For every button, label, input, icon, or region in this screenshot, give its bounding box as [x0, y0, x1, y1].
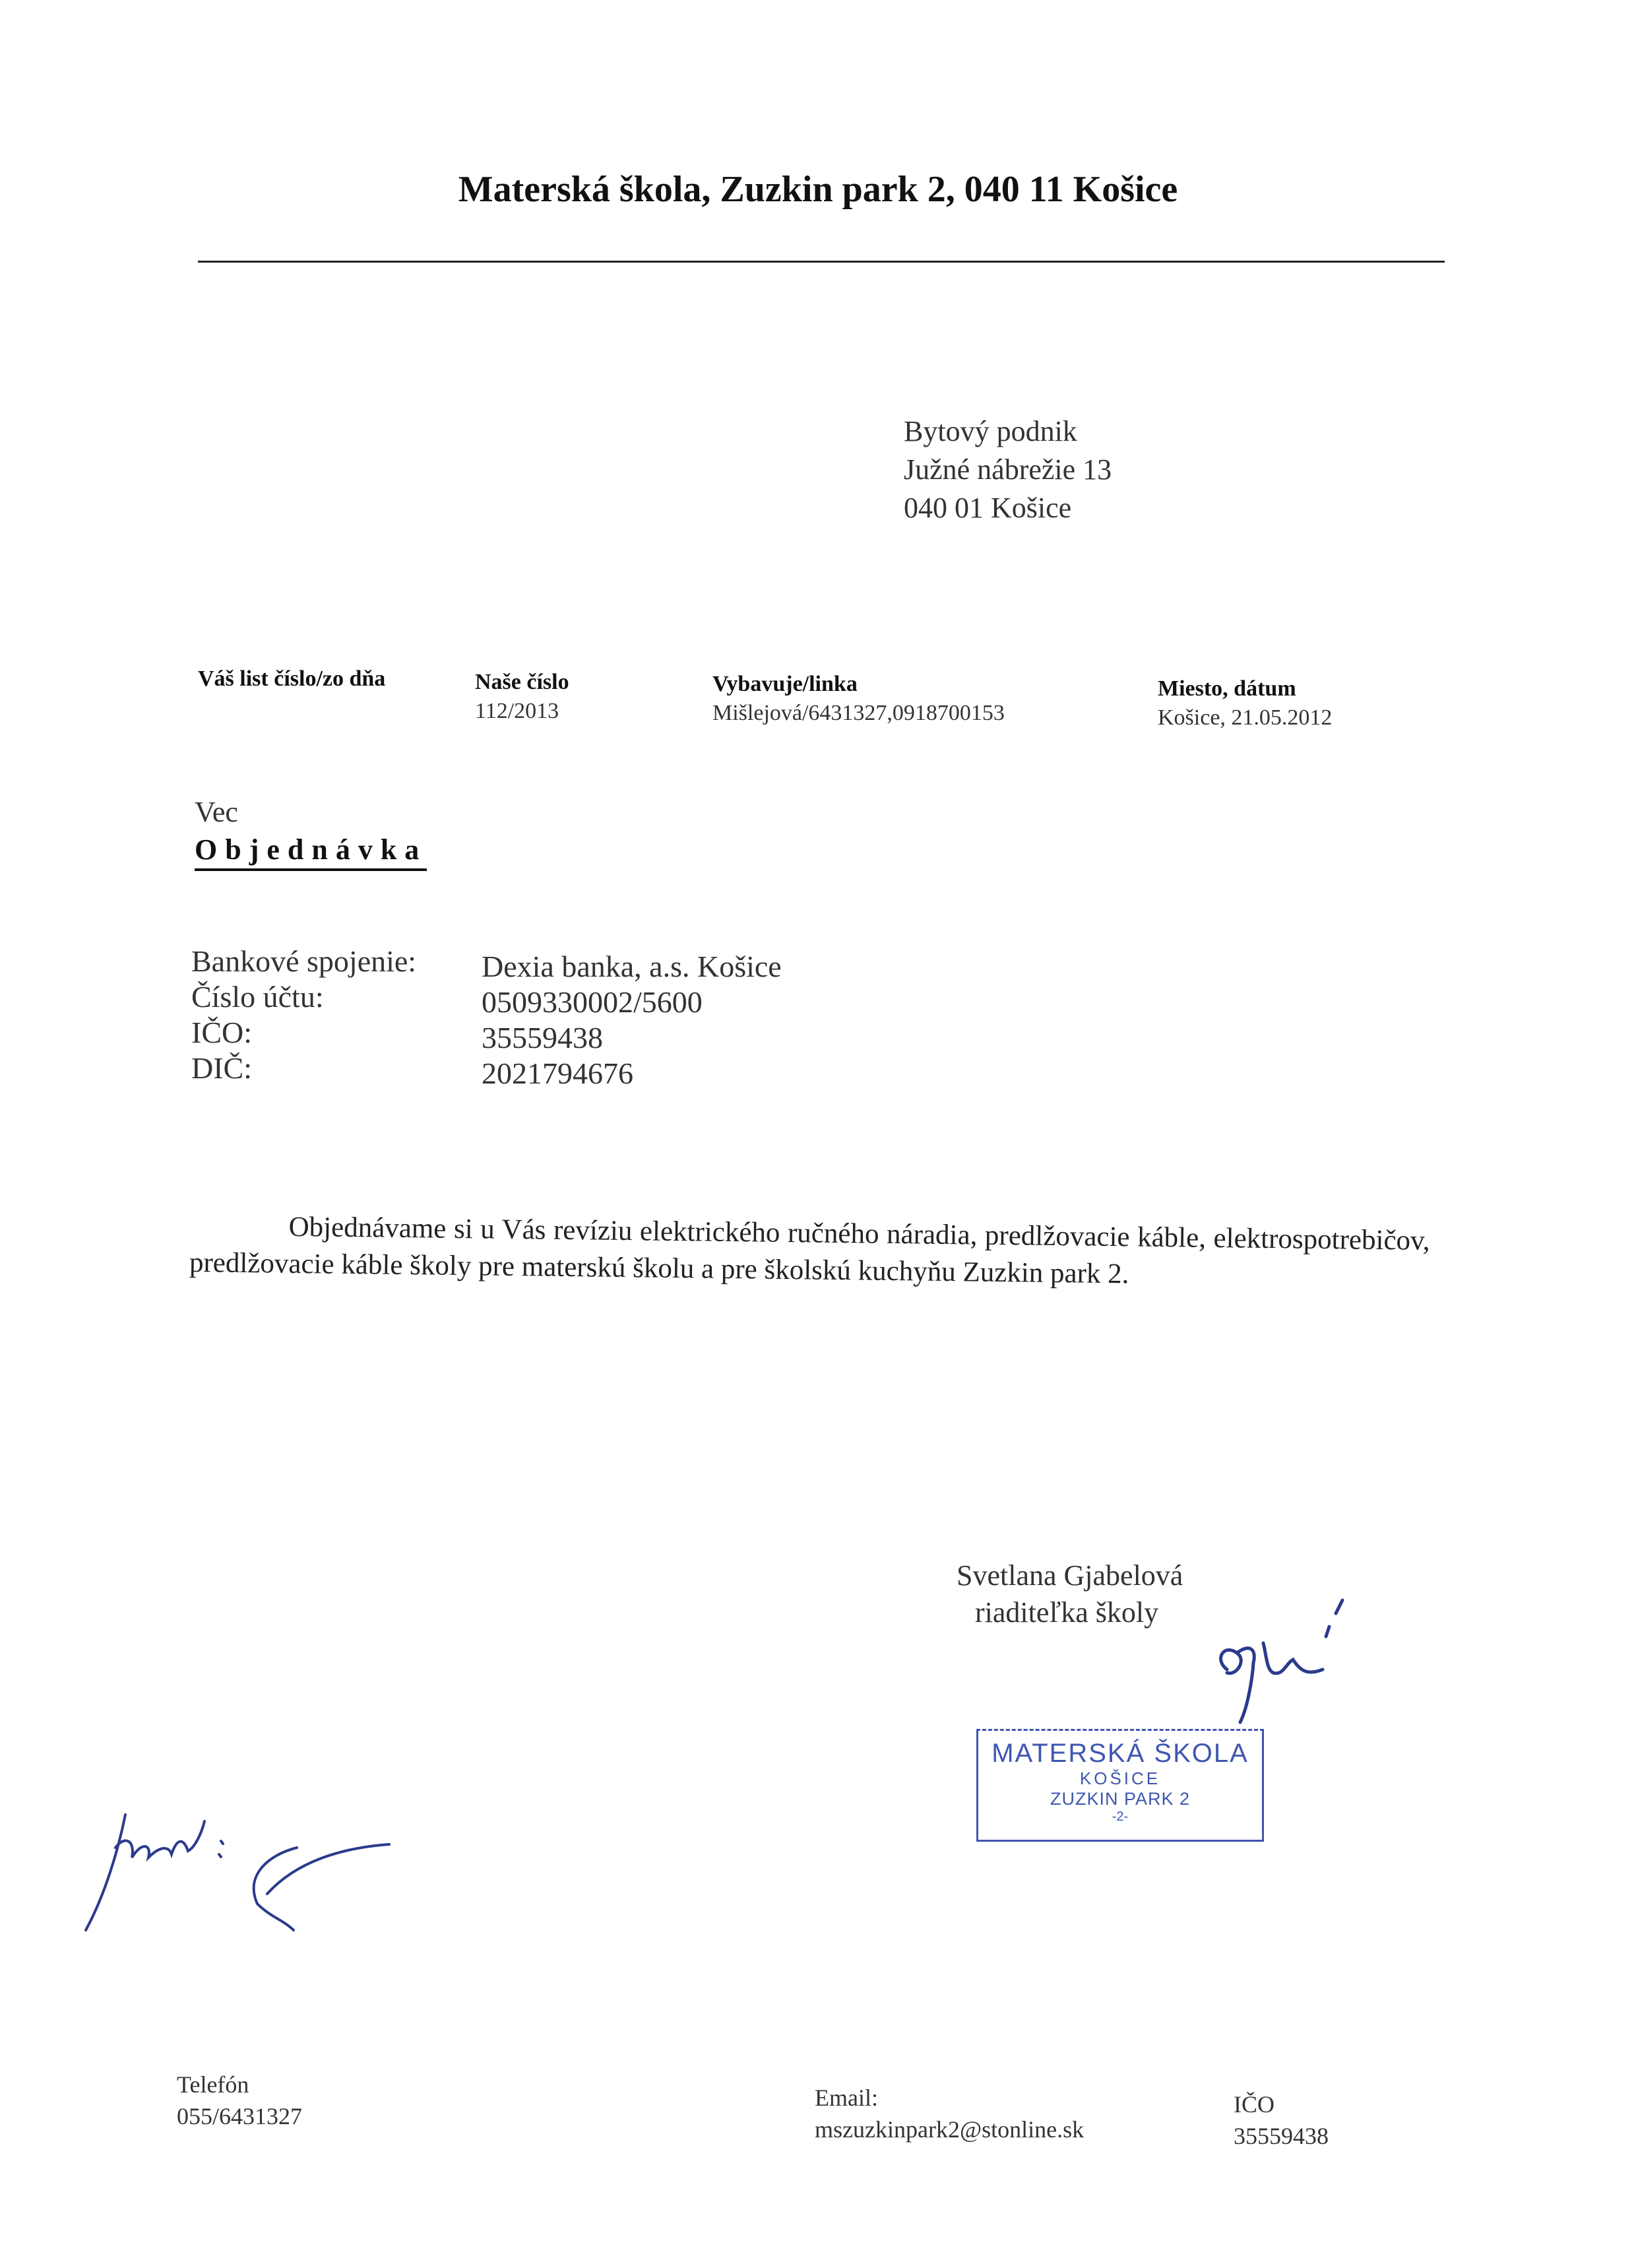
signatory-role: riaditeľka školy [975, 1596, 1159, 1629]
addressee-block [904, 412, 1112, 527]
stamp-line-2: KOŠICE [1079, 1768, 1161, 1788]
ref-handled-by-label: Vybavuje/linka [712, 672, 858, 696]
addressee-line-2: Južné nábrežie 13 [904, 453, 1112, 486]
bank-value-dic: 2021794676 [482, 1056, 633, 1090]
header-divider [198, 261, 1445, 263]
ref-handled-by-value: Mišlejová/6431327,0918700153 [712, 701, 1005, 725]
bank-value-ico: 35559438 [482, 1021, 603, 1054]
ref-our-number-label: Naše číslo [475, 670, 569, 694]
stamp-line-4: -2- [1112, 1809, 1129, 1824]
bank-label-ico: IČO: [191, 1016, 252, 1049]
bank-labels [191, 944, 416, 1086]
bank-label-account: Číslo účtu: [191, 980, 324, 1014]
subject-label: Vec [195, 796, 238, 828]
ref-place-date-label: Miesto, dátum [1158, 676, 1296, 701]
letterhead-title: Materská škola, Zuzkin park 2, 040 11 Košice [458, 169, 1178, 210]
footer-email-value: mszuzkinpark2@stonline.sk [815, 2116, 1085, 2143]
footer-phone-value: 055/6431327 [177, 2103, 303, 2129]
bank-label-connection: Bankové spojenie: [191, 944, 417, 978]
signatory-name: Svetlana Gjabelová [957, 1559, 1183, 1592]
footer-email [815, 2082, 1084, 2145]
handwritten-receipt-mark [79, 1795, 409, 1947]
stamp-line-1: MATERSKÁ ŠKOLA [991, 1739, 1249, 1768]
bank-label-dic: DIČ: [191, 1051, 252, 1085]
ref-place-date-value: Košice, 21.05.2012 [1158, 705, 1333, 730]
ref-your-letter-label: Váš list číslo/zo dňa [198, 666, 386, 691]
ref-place-date [1158, 676, 1332, 730]
stamp-line-3: ZUZKIN PARK 2 [1050, 1789, 1191, 1809]
footer-email-label: Email: [815, 2085, 878, 2111]
bank-values [482, 949, 782, 1091]
bank-value-account: 0509330002/5600 [482, 985, 703, 1019]
ref-our-number [475, 670, 569, 724]
addressee-line-1: Bytový podnik [904, 415, 1077, 447]
body-paragraph: Objednávame si u Vás revíziu elektrického ručného náradia, predlžovacie káble, elektrospotrebičov, predlžovacie káble školy pre materskú školu a pre školskú kuchyňu Zuzkin park 2. [189, 1211, 1430, 1290]
ref-handled-by [712, 672, 1005, 726]
ref-your-letter [198, 666, 385, 696]
signatory-block [957, 1557, 1183, 1631]
addressee-line-3: 040 01 Košice [904, 492, 1072, 524]
footer-ico-value: 35559438 [1234, 2123, 1329, 2149]
subject-title: Objednávka [195, 833, 427, 871]
footer-phone [177, 2069, 302, 2132]
ref-our-number-value: 112/2013 [475, 699, 559, 723]
footer-phone-label: Telefón [177, 2071, 249, 2098]
director-signature [1201, 1597, 1359, 1729]
footer-ico [1234, 2089, 1329, 2152]
bank-value-connection: Dexia banka, a.s. Košice [482, 950, 782, 983]
school-stamp [976, 1729, 1264, 1842]
footer-ico-label: IČO [1234, 2091, 1274, 2118]
